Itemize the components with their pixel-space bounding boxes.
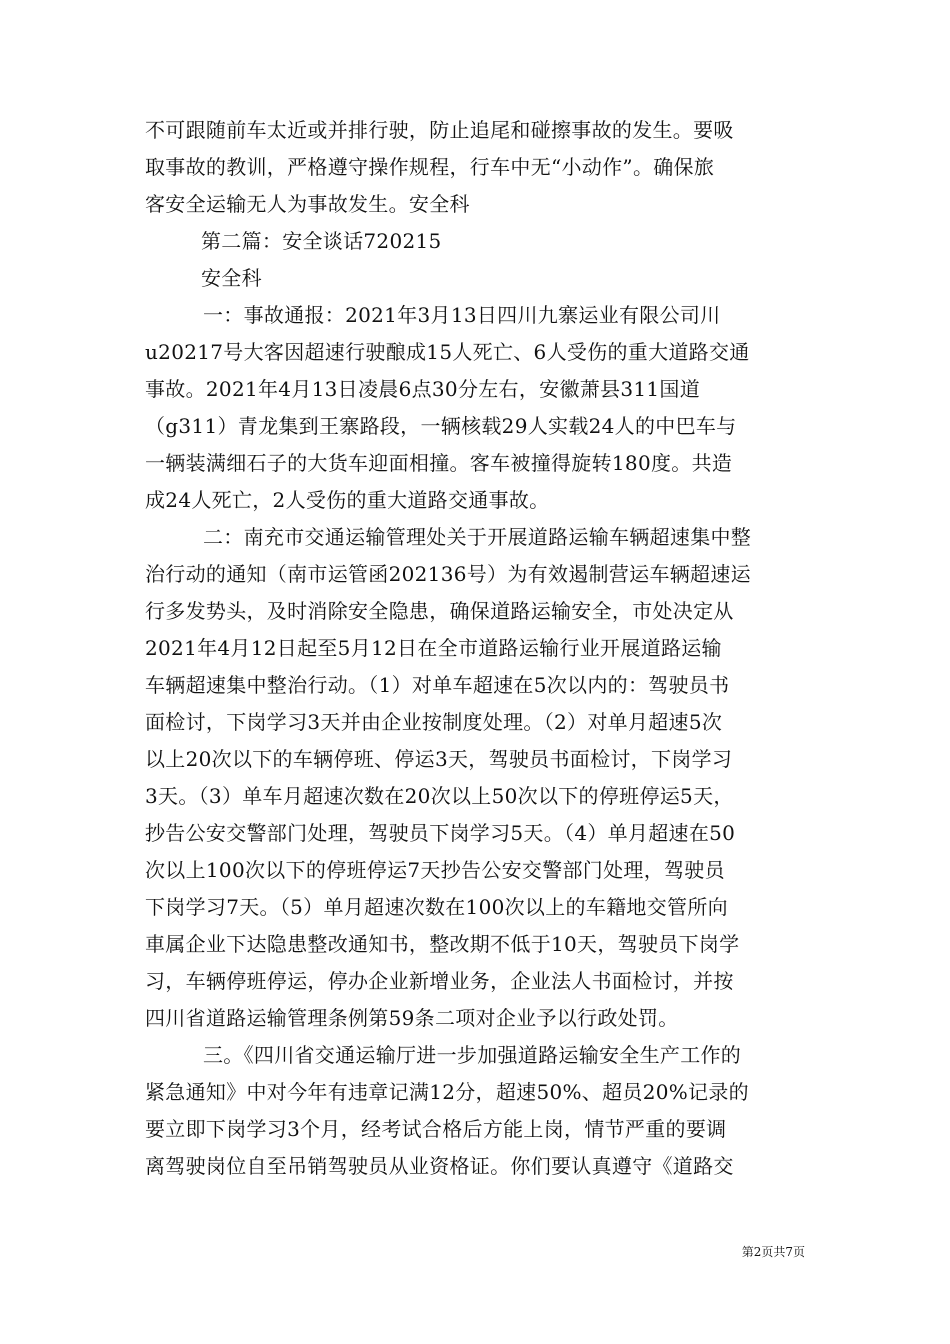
text-line: 車属企业下达隐患整改通知书，整改期不低于10天，驾驶员下岗学 bbox=[145, 932, 740, 956]
text-line: 客安全运输无人为事故发生。安全科 bbox=[145, 192, 470, 216]
page-number: 第2页共7页 bbox=[741, 1245, 805, 1259]
text-line: 紧急通知》中对今年有违章记满12分，超速50%、超员20%记录的 bbox=[145, 1080, 749, 1104]
text-line: 不可跟随前车太近或并排行驶，防止追尾和碰擦事故的发生。要吸 bbox=[145, 118, 734, 142]
text-line: 面检讨，下岗学习3天并由企业按制度处理。（2）对单月超速5次 bbox=[145, 710, 723, 734]
text-line: 取事故的教训，严格遵守操作规程，行车中无“小动作”。确保旅 bbox=[145, 155, 715, 179]
text-line: 事故。2021年4月13日凌晨6点30分左右，安徽萧县311国道 bbox=[145, 377, 701, 401]
text-line: 治行动的通知（南市运管函202136号）为有效遏制营运车辆超速运 bbox=[145, 562, 751, 586]
text-line: （g311）青龙集到王寨路段，一辆核载29人实载24人的中巴车与 bbox=[145, 414, 737, 438]
text-line: 成24人死亡，2人受伤的重大道路交通事故。 bbox=[145, 488, 550, 512]
text-line: 行多发势头，及时消除安全隐患，确保道路运输安全，市处决定从 bbox=[145, 599, 734, 623]
department-label: 安全科 bbox=[201, 266, 262, 290]
text-line: 三。《四川省交通运输厅进一步加强道路运输安全生产工作的 bbox=[203, 1043, 742, 1067]
text-line: 以上20次以下的车辆停班、停运3天，驾驶员书面检讨，下岗学习 bbox=[145, 747, 733, 771]
text-line: 一辆装满细石子的大货车迎面相撞。客车被撞得旋转180度。共造 bbox=[145, 451, 733, 475]
text-line: 一：事故通报：2021年3月13日四川九寨运业有限公司川 bbox=[203, 303, 721, 327]
text-line: 车辆超速集中整治行动。（1）对单车超速在5次以内的：驾驶员书 bbox=[145, 673, 730, 697]
text-line: 3天。（3）单车月超速次数在20次以上50次以下的停班停运5天， bbox=[145, 784, 734, 808]
text-line: 习，车辆停班停运，停办企业新增业务，企业法人书面检讨，并按 bbox=[145, 969, 734, 993]
text-line: u20217号大客因超速行驶酿成15人死亡、6人受伤的重大道路交通 bbox=[145, 340, 750, 364]
text-line: 离驾驶岗位自至吊销驾驶员从业资格证。你们要认真遵守《道路交 bbox=[145, 1154, 734, 1178]
text-line: 次以上100次以下的停班停运7天抄告公安交警部门处理，驾驶员 bbox=[145, 858, 725, 882]
text-line: 四川省道路运输管理条例第59条二项对企业予以行政处罚。 bbox=[145, 1006, 679, 1030]
text-line: 二：南充市交通运输管理处关于开展道路运输车辆超速集中整 bbox=[203, 525, 752, 549]
text-line: 抄告公安交警部门处理，驾驶员下岗学习5天。（4）单月超速在50 bbox=[145, 821, 736, 845]
section-heading: 第二篇：安全谈话720215 bbox=[201, 229, 442, 253]
text-line: 2021年4月12日起至5月12日在全市道路运输行业开展道路运输 bbox=[145, 636, 722, 660]
text-line: 要立即下岗学习3个月，经考试合格后方能上岗，情节严重的要调 bbox=[145, 1117, 727, 1141]
text-line: 下岗学习7天。（5）单月超速次数在100次以上的车籍地交管所向 bbox=[145, 895, 728, 919]
document-body bbox=[145, 112, 810, 1185]
